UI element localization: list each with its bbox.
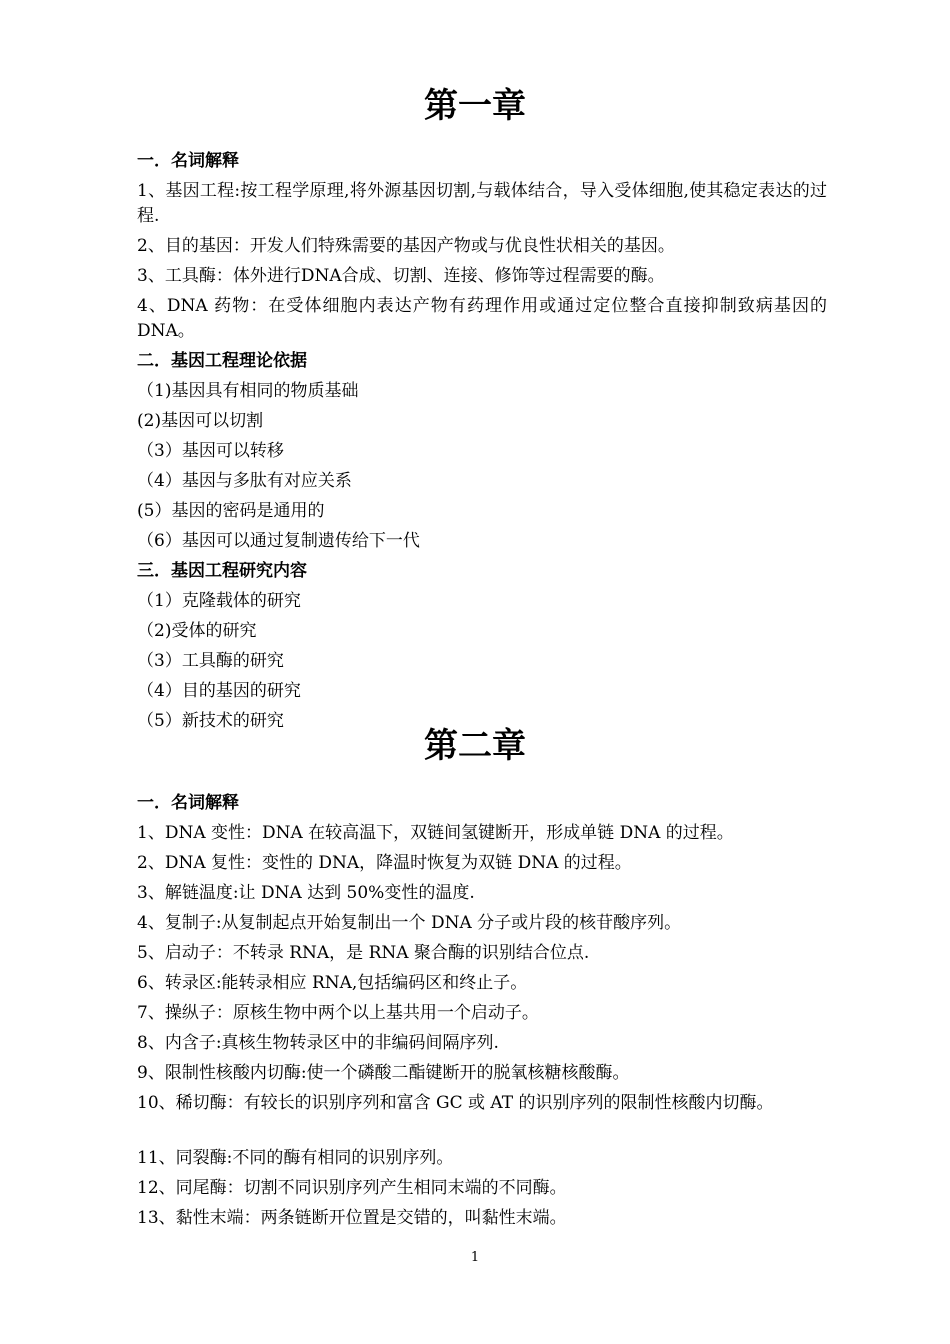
definition-item: 3、解链温度:让 DNA 达到 50%变性的温度. [137,883,475,903]
definition-item: 5、启动子：不转录 RNA，是 RNA 聚合酶的识别结合位点. [137,943,590,963]
definition-item: 12、同尾酶：切割不同识别序列产生相同末端的不同酶。 [137,1178,567,1198]
definition-item: 13、黏性末端：两条链断开位置是交错的，叫黏性末端。 [137,1208,567,1228]
list-item: （3）工具酶的研究 [137,651,284,671]
definition-item: 7、操纵子：原核生物中两个以上基共用一个启动子。 [137,1003,539,1023]
list-item: （4）目的基因的研究 [137,681,301,701]
definition-item: 10、稀切酶：有较长的识别序列和富含 GC 或 AT 的识别序列的限制性核酸内切酶。 [137,1093,774,1113]
definition-item: 6、转录区:能转录相应 RNA,包括编码区和终止子。 [137,973,528,993]
section-heading: 一．名词解释 [137,793,239,813]
definition-item: 1、基因工程:按工程学原理,将外源基因切割,与载体结合，导入受体细胞,使其稳定表达的过程. [137,181,827,226]
definition-item: 2、DNA 复性：变性的 DNA，降温时恢复为双链 DNA 的过程。 [137,853,632,873]
list-item: （6）基因可以通过复制遗传给下一代 [137,531,420,551]
definition-item: 8、内含子:真核生物转录区中的非编码间隔序列. [137,1033,499,1053]
section-heading: 二．基因工程理论依据 [137,351,307,371]
section-heading: 一．名词解释 [137,151,239,171]
definition-item: 4、DNA 药物：在受体细胞内表达产物有药理作用或通过定位整合直接抑制致病基因的DNA。 [137,296,827,341]
definition-item: 2、目的基因：开发人们特殊需要的基因产物或与优良性状相关的基因。 [137,236,675,256]
definition-item: 3、工具酶：体外进行DNA合成、切割、连接、修饰等过程需要的酶。 [137,266,665,286]
definition-item: 9、限制性核酸内切酶:使一个磷酸二酯键断开的脱氧核糖核酸酶。 [137,1063,630,1083]
chapter-1-title: 第一章 [424,86,526,126]
list-item: (2)基因可以切割 [137,411,264,431]
section-heading: 三．基因工程研究内容 [137,561,307,581]
list-item: （1)基因具有相同的物质基础 [137,381,359,401]
definition-item: 4、复制子:从复制起点开始复制出一个 DNA 分子或片段的核苷酸序列。 [137,913,682,933]
definition-item: 11、同裂酶:不同的酶有相同的识别序列。 [137,1148,454,1168]
chapter-2-title: 第二章 [424,726,526,766]
chapter-2-body [137,788,827,1233]
list-item: (5）基因的密码是通用的 [137,501,325,521]
list-item: （2)受体的研究 [137,621,257,641]
list-item: （4）基因与多肽有对应关系 [137,471,352,491]
chapter-1-body [137,146,827,736]
definition-item: 1、DNA 变性：DNA 在较高温下，双链间氢键断开，形成单链 DNA 的过程。 [137,823,734,843]
page-number: 1 [470,1250,480,1265]
list-item: （5）新技术的研究 [137,711,284,731]
list-item: （3）基因可以转移 [137,441,284,461]
list-item: （1）克隆载体的研究 [137,591,301,611]
